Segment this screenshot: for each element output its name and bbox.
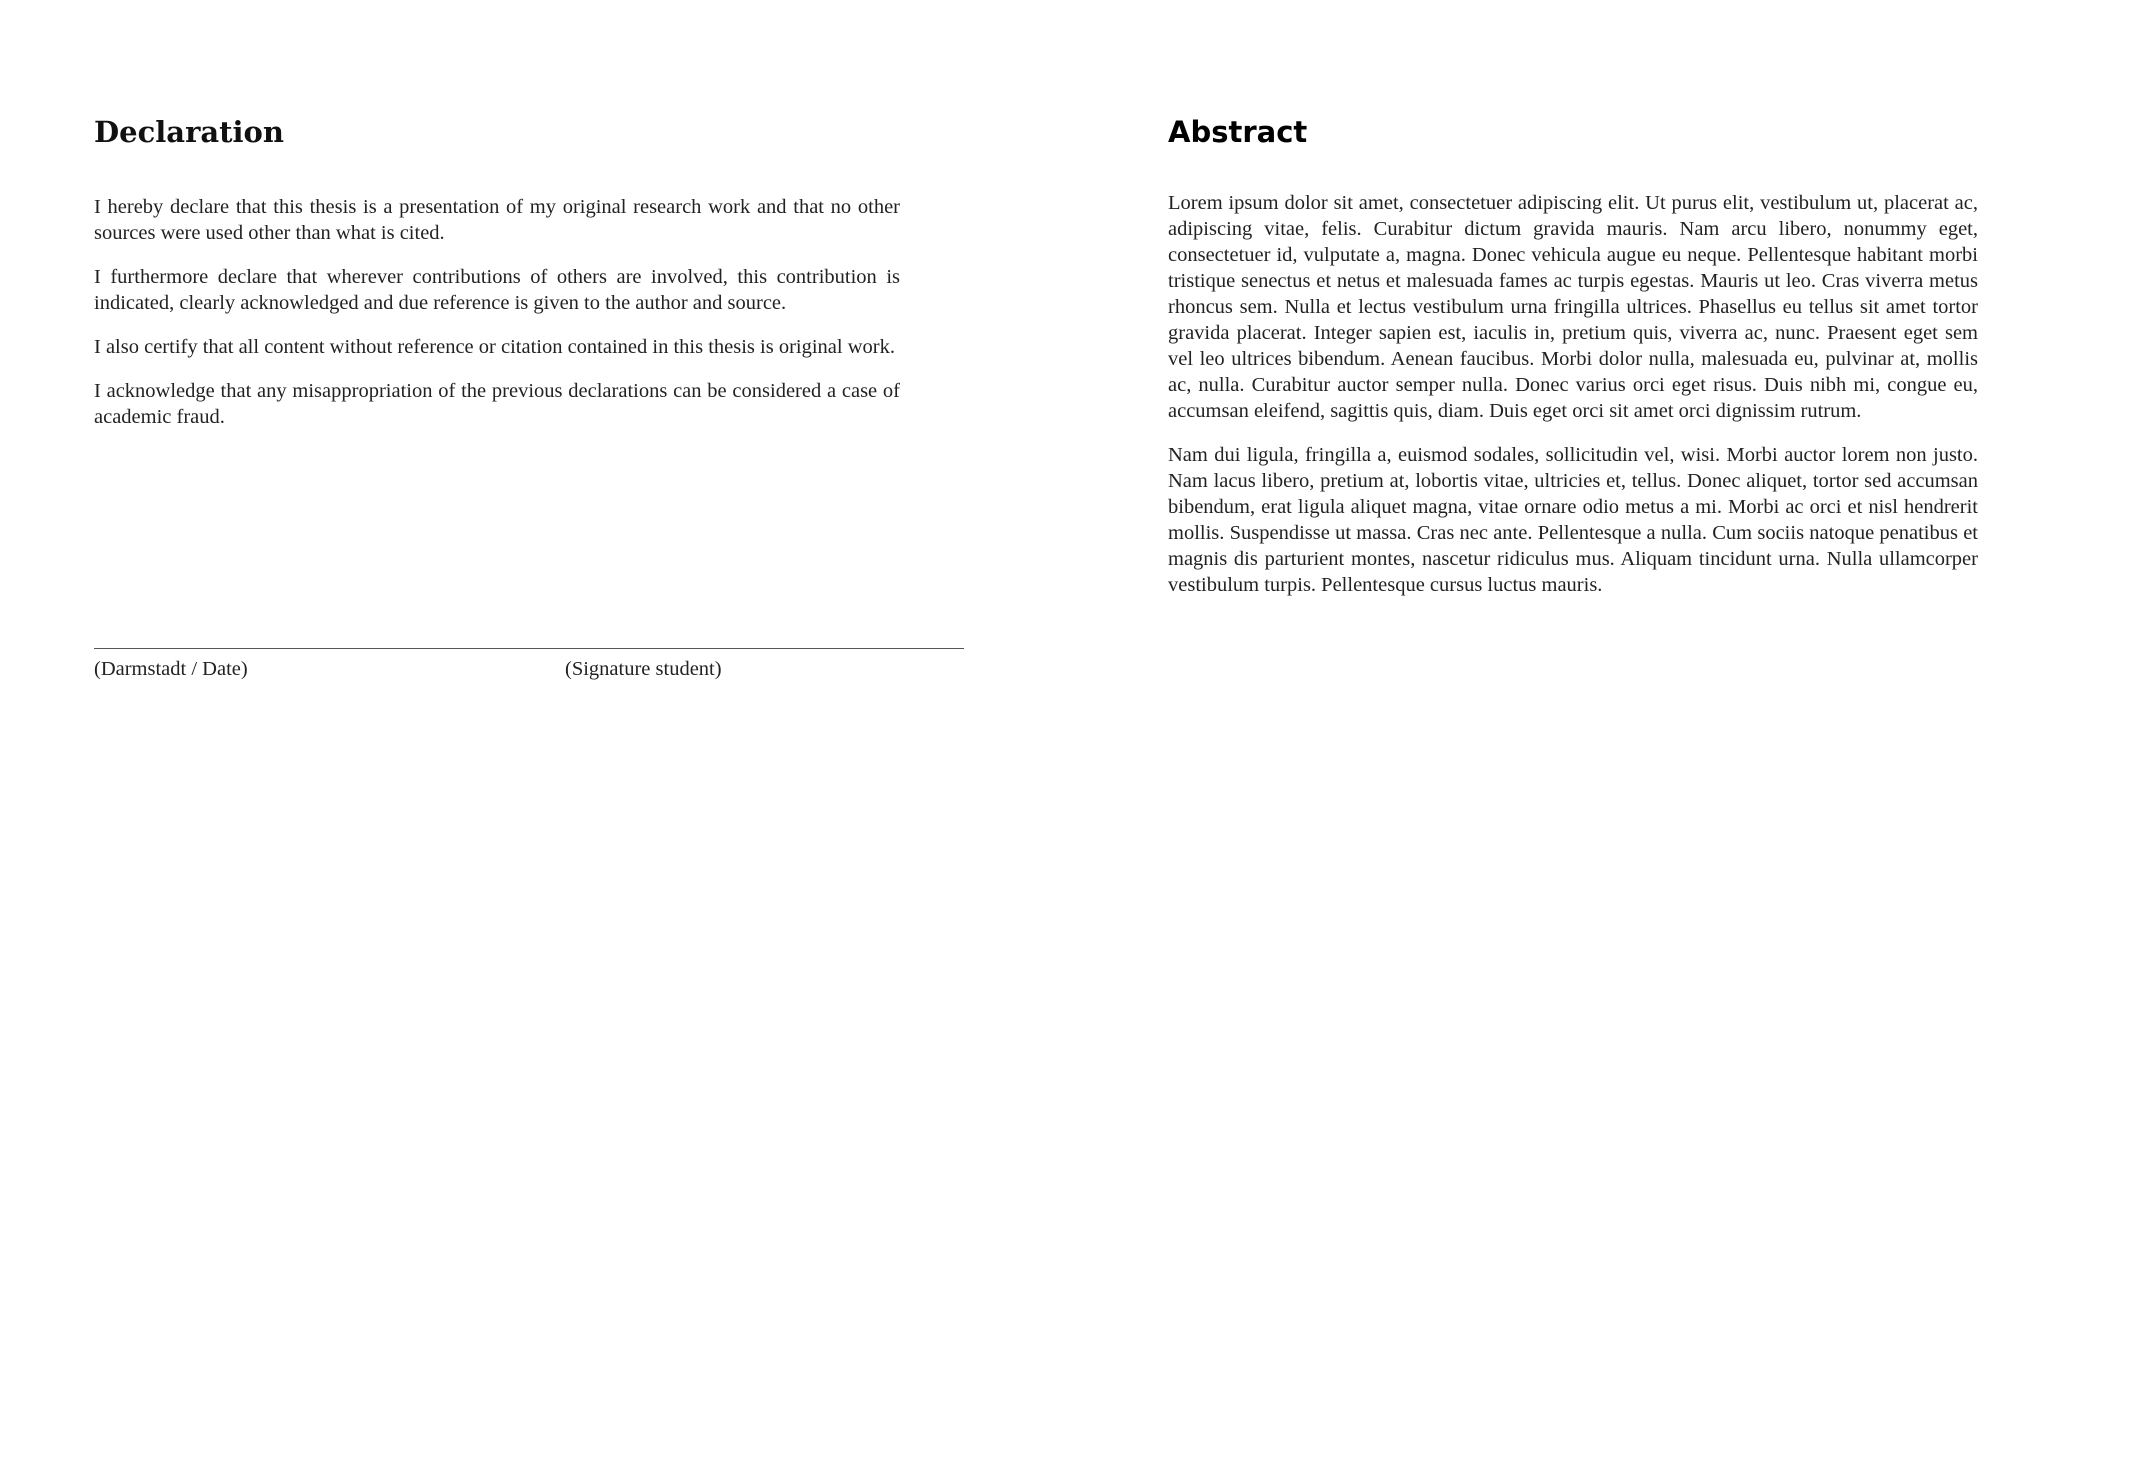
place-date-label: (Darmstadt / Date) — [94, 658, 248, 680]
abstract-body — [1168, 190, 1978, 616]
declaration-paragraph: I hereby declare that this thesis is a presentation of my original research work and that no other sources were used other than what is cited. — [94, 196, 900, 244]
declaration-paragraph: I furthermore declare that wherever contributions of others are involved, this contribution is indicated, clearly acknowledged and due reference is given to the author and source. — [94, 266, 900, 314]
signature-student-label: (Signature student) — [565, 658, 722, 680]
signature-line — [94, 648, 964, 649]
abstract-paragraph: Nam dui ligula, fringilla a, euismod sodales, sollicitudin vel, wisi. Morbi auctor lorem non justo. Nam lacus libero, pretium at, lobortis vitae, ultricies et, tellus. Donec aliquet, tortor sed accumsan bibendum, erat ligula aliquet magna, vitae ornare odio metus a mi. Morbi ac orci et nisl hendrerit mollis. Suspendisse ut massa. Cras nec ante. Pellentesque a nulla. Cum sociis natoque penatibus et magnis dis parturient montes, nascetur ridiculus mus. Aliquam tincidunt urna. Nulla ullamcorper vestibulum turpis. Pellentesque cursus luctus mauris. — [1168, 444, 1978, 596]
abstract-paragraph: Lorem ipsum dolor sit amet, consectetuer adipiscing elit. Ut purus elit, vestibulum ut, placerat ac, adipiscing vitae, felis. Curabitur dictum gravida mauris. Nam arcu libero, nonummy eget, consectetuer id, vulputate a, magna. Donec vehicula augue eu neque. Pellentesque habitant morbi tristique senectus et netus et malesuada fames ac turpis egestas. Mauris ut leo. Cras viverra metus rhoncus sem. Nulla et lectus vestibulum urna fringilla ultrices. Phasellus eu tellus sit amet tortor gravida placerat. Integer sapien est, iaculis in, pretium quis, viverra ac, nunc. Praesent eget sem vel leo ultrices bibendum. Aenean faucibus. Morbi dolor nulla, malesuada eu, pulvinar at, mollis ac, nulla. Curabitur auctor semper nulla. Donec varius orci eget risus. Duis nibh mi, congue eu, accumsan eleifend, sagittis quis, diam. Duis eget orci sit amet orci dignissim rutrum. — [1168, 192, 1978, 422]
abstract-page — [1168, 0, 1978, 1466]
declaration-body — [94, 194, 900, 448]
declaration-paragraph: I also certify that all content without reference or citation contained in this thesis is original work. — [94, 336, 895, 358]
abstract-title: Abstract — [1168, 115, 1308, 149]
declaration-title: Declaration — [94, 115, 284, 149]
declaration-page — [94, 0, 970, 1466]
declaration-paragraph: I acknowledge that any misappropriation of the previous declarations can be considered a case of academic fraud. — [94, 380, 900, 428]
